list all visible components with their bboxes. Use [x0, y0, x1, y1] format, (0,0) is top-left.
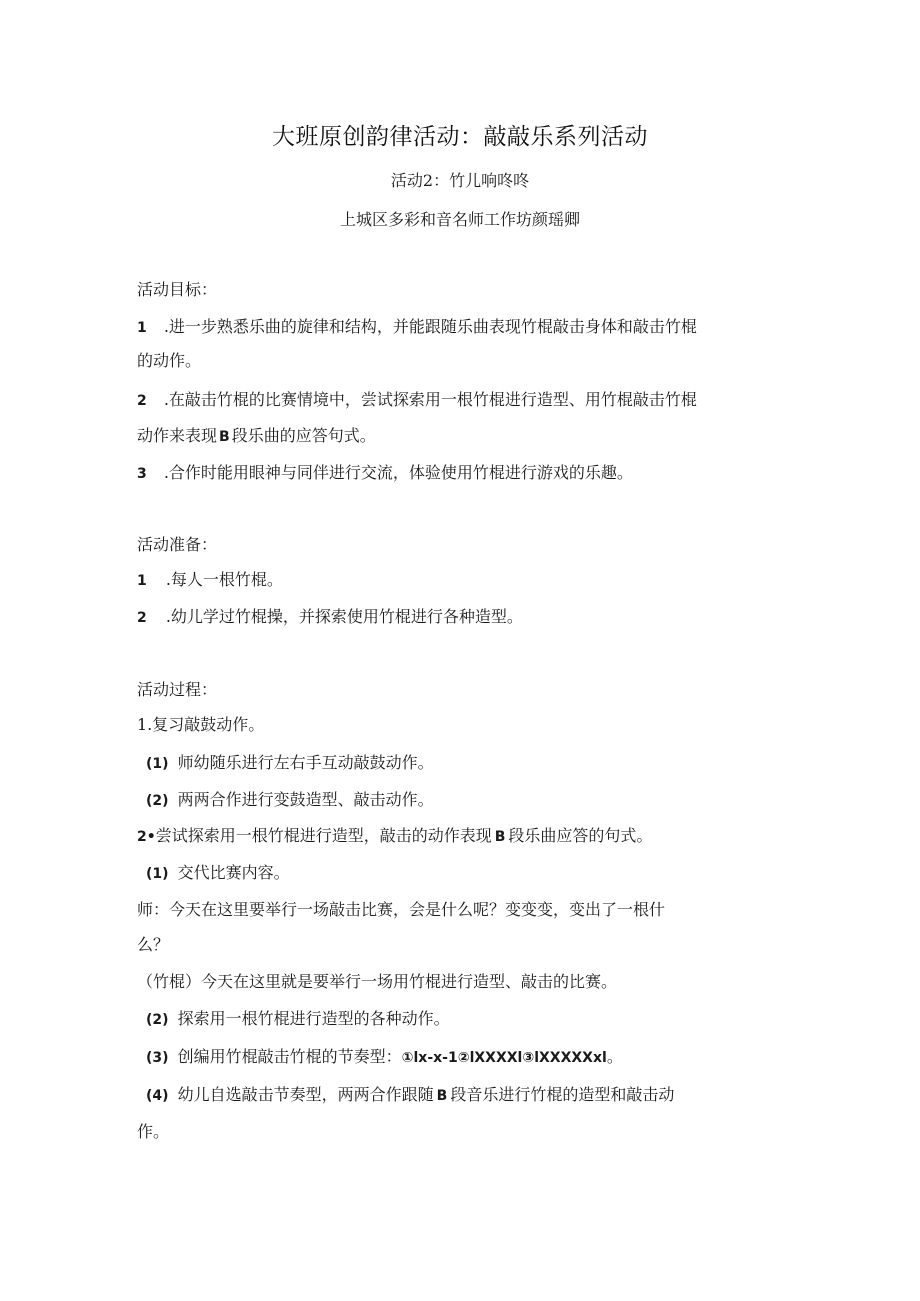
process-heading: 活动过程： — [137, 680, 218, 699]
goal-item-1 — [137, 316, 697, 339]
goal-text: .在敲击竹棍的比赛情境中，尝试探索用一根竹棍进行造型、用竹棍敲击竹棍 — [163, 390, 697, 409]
substep-number: (1) — [146, 866, 169, 882]
goal-item-2 — [137, 389, 697, 412]
goal-text: 动作来表现 — [137, 426, 218, 445]
prep-text: .幼儿学过竹棍操，并探索使用竹棍进行各种造型。 — [165, 607, 523, 626]
prep-item-2 — [137, 606, 523, 629]
goal-item-1-cont: 的动作。 — [137, 351, 202, 370]
step-text: 尝试探索用一根竹棍进行造型，敲击的动作表现 — [155, 826, 492, 845]
rhythm-patterns: ①lx-x-1②lXXXXl③lXXXXXxl — [401, 1050, 607, 1066]
process-substep — [146, 789, 434, 812]
answer-dialogue: （竹棍）今天在这里就是要举行一场用竹棍进行造型、敲击的比赛。 — [137, 972, 618, 991]
process-substep — [146, 752, 434, 775]
goals-heading: 活动目标： — [137, 280, 218, 299]
goal-text: 段乐曲的应答句式。 — [231, 426, 376, 445]
process-step-1: 1.复习敲鼓动作。 — [137, 715, 265, 734]
prep-number: 1 — [137, 573, 147, 589]
process-substep — [146, 1008, 450, 1031]
goal-item-2-cont — [137, 425, 376, 448]
prep-text: .每人一根竹棍。 — [165, 570, 283, 589]
step-text: 段乐曲应答的句式。 — [508, 826, 653, 845]
section-letter: B — [494, 829, 506, 845]
goal-number: 2 — [137, 393, 147, 409]
goal-number: 1 — [137, 320, 147, 336]
document-author: 上城区多彩和音名师工作坊颜瑶卿 — [339, 210, 580, 229]
substep-text: 幼儿自选敲击节奏型，两两合作跟随 — [177, 1085, 434, 1104]
substep-text: 创编用竹棍敲击竹棍的节奏型： — [177, 1047, 402, 1066]
substep-number: (2) — [146, 1012, 169, 1028]
substep-text: 交代比赛内容。 — [177, 863, 290, 882]
prep-item-1 — [137, 569, 283, 592]
goal-text: .进一步熟悉乐曲的旋律和结构，并能跟随乐曲表现竹棍敲击身体和敲击竹棍 — [163, 317, 697, 336]
substep-number: (2) — [146, 793, 169, 809]
teacher-dialogue-cont: 么？ — [137, 935, 170, 954]
prep-number: 2 — [137, 610, 147, 626]
substep-text: 探索用一根竹棍进行造型的各种动作。 — [177, 1009, 450, 1028]
process-substep — [146, 1046, 623, 1069]
substep-text: 。 — [606, 1047, 623, 1066]
document-subtitle: 活动2：竹儿响咚咚 — [390, 171, 530, 190]
substep-number: (3) — [146, 1050, 169, 1066]
step-number: 2• — [137, 829, 156, 845]
section-letter: B — [436, 1088, 448, 1104]
teacher-dialogue: 师：今天在这里要举行一场敲击比赛，会是什么呢？变变变，变出了一根什 — [137, 900, 666, 919]
substep-number: (1) — [146, 756, 169, 772]
goal-item-3 — [137, 462, 633, 485]
process-substep-cont: 作。 — [137, 1122, 170, 1141]
process-substep — [146, 1084, 674, 1107]
document-title: 大班原创韵律活动：敲敲乐系列活动 — [272, 124, 648, 150]
substep-text: 师幼随乐进行左右手互动敲鼓动作。 — [177, 753, 434, 772]
goal-number: 3 — [137, 466, 147, 482]
goal-text: .合作时能用眼神与同伴进行交流，体验使用竹棍进行游戏的乐趣。 — [163, 463, 633, 482]
substep-text: 段音乐进行竹棍的造型和敲击动 — [450, 1085, 675, 1104]
substep-number: (4) — [146, 1088, 169, 1104]
section-letter: B — [219, 429, 230, 445]
process-step-2 — [137, 825, 652, 848]
prep-heading: 活动准备： — [137, 535, 218, 554]
process-substep — [146, 862, 290, 885]
substep-text: 两两合作进行变鼓造型、敲击动作。 — [177, 790, 434, 809]
